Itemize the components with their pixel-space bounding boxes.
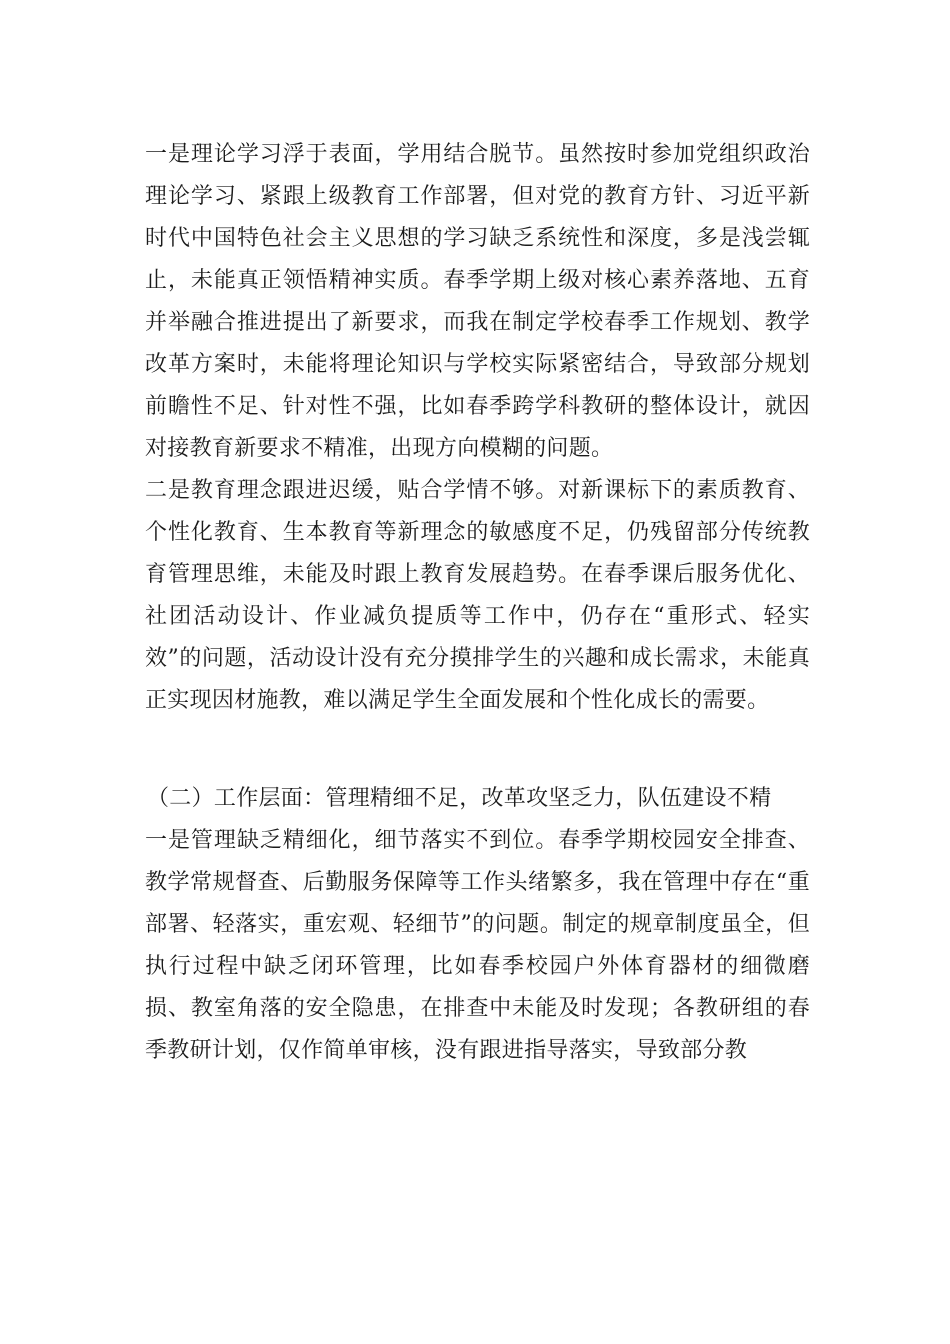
section-heading-work-level: （二）工作层面：管理精细不足，改革攻坚乏力，队伍建设不精 (147, 786, 772, 811)
paragraph-education-concept: 二是教育理念跟进迟缓，贴合学情不够。对新课标下的素质教育、个性化教育、生本教育等新理念的敏感度不足，仍残留部分传统教育管理思维，未能及时跟上教育发展趋势。在春季课后服务优化、社团活动设计、作业减负提质等工作中，仍存在“重形式、轻实效”的问题，活动设计没有充分摸排学生的兴趣和成长需求，未能真正实现因材施教，难以满足学生全面发展和个性化成长的需要。 (145, 478, 810, 713)
paragraph-theory-study: 一是理论学习浮于表面，学用结合脱节。虽然按时参加党组织政治理论学习、紧跟上级教育工作部署，但对党的教育方针、习近平新时代中国特色社会主义思想的学习缺乏系统性和深度，多是浅尝辄止，未能真正领悟精神实质。春季学期上级对核心素养落地、五育并举融合推进提出了新要求，而我在制定学校春季工作规划、教学改革方案时，未能将理论知识与学校实际紧密结合，导致部分规划前瞻性不足、针对性不强，比如春季跨学科教研的整体设计，就因对接教育新要求不精准，出现方向模糊的问题。 (145, 142, 810, 461)
section-spacer (145, 722, 810, 778)
document-body (145, 134, 810, 1072)
paragraph-management-detail: 一是管理缺乏精细化，细节落实不到位。春季学期校园安全排查、教学常规督查、后勤服务保障等工作头绪繁多，我在管理中存在“重部署、轻落实，重宏观、轻细节”的问题。制定的规章制度虽全，但执行过程中缺乏闭环管理，比如春季校园户外体育器材的细微磨损、教室角落的安全隐患，在排查中未能及时发现；各教研组的春季教研计划，仅作简单审核，没有跟进指导落实，导致部分教 (145, 828, 810, 1063)
